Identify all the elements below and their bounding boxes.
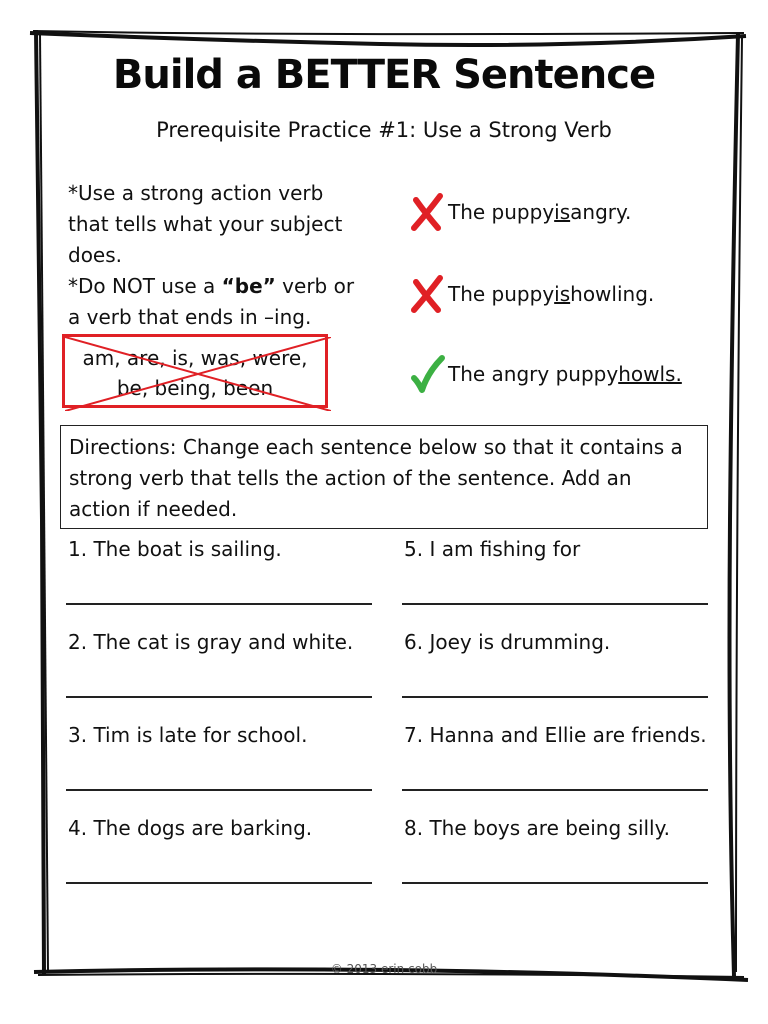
example-text: The puppy [448,200,555,224]
example-text: angry. [570,200,632,224]
example-wrong-2 [408,274,654,314]
question-6: 6. Joey is drumming. [404,630,611,654]
example-verb: is [554,282,571,306]
answer-line-7[interactable] [402,789,708,791]
example-verb: howls. [618,362,682,386]
question-1: 1. The boat is sailing. [68,537,282,561]
rule-text-end: verb or a verb that ends in –ing. [68,274,355,329]
be-verbs-line-2: be, being, been [116,376,274,400]
example-text: howling. [570,282,655,306]
answer-line-3[interactable] [66,789,372,791]
answer-line-2[interactable] [66,696,372,698]
cross-out-icon [65,337,331,411]
rule-text-start: *Do NOT use a [68,274,222,298]
example-wrong-1 [408,192,631,232]
page-subtitle: Prerequisite Practice #1: Use a Strong Verb [156,118,612,142]
check-icon [408,354,446,394]
example-correct [408,354,682,394]
page-title: Build a BETTER Sentence [112,52,656,98]
question-5: 5. I am fishing for [404,537,581,561]
be-verbs-box [62,334,328,408]
example-text: The angry puppy [448,362,619,386]
rule-be-quote: “be” [221,274,276,298]
x-icon [408,274,446,314]
rule-strong-verb: *Use a strong action verb that tells what your subject does. [68,181,343,267]
example-text: The puppy [448,282,555,306]
question-4: 4. The dogs are barking. [68,816,313,840]
question-8: 8. The boys are being silly. [404,816,670,840]
answer-line-8[interactable] [402,882,708,884]
directions-box: Directions: Change each sentence below so that it contains a strong verb that tells the action of the sentence. Add an action if needed. [60,425,708,529]
rules-text [68,178,368,333]
x-icon [408,192,446,232]
copyright-footer: © 2013 erin cobb [330,962,438,976]
question-3: 3. Tim is late for school. [68,723,308,747]
answer-line-6[interactable] [402,696,708,698]
answer-line-5[interactable] [402,603,708,605]
example-verb: is [554,200,571,224]
rule-no-be-verb [68,271,368,333]
be-verbs-line-1: am, are, is, was, were, [82,346,308,370]
question-7: 7. Hanna and Ellie are friends. [404,723,707,747]
question-2: 2. The cat is gray and white. [68,630,354,654]
answer-line-1[interactable] [66,603,372,605]
answer-line-4[interactable] [66,882,372,884]
